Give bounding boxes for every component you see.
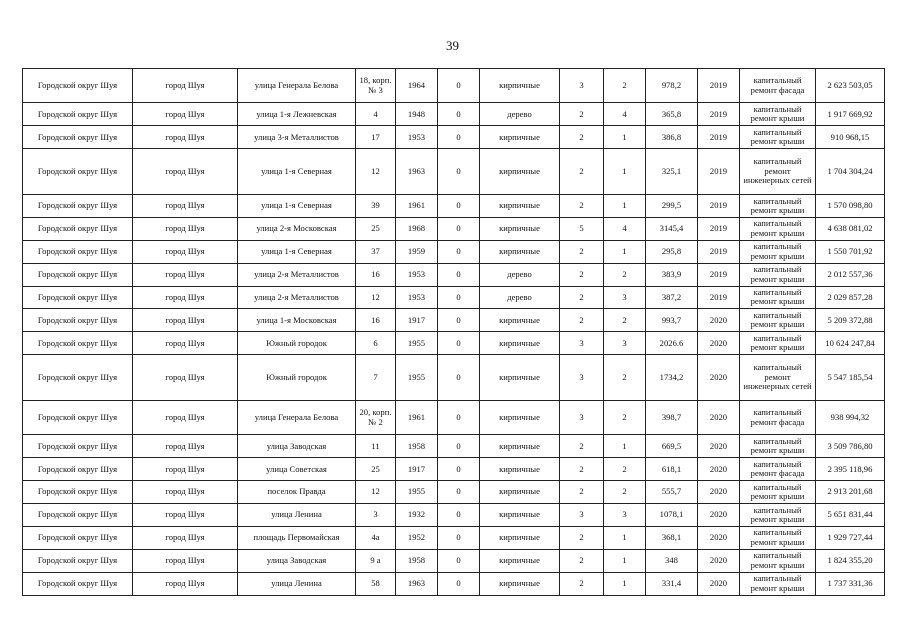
table-row [23,504,885,527]
table-row [23,549,885,572]
settlement-cell: город Шуя [133,458,238,481]
area-cell: 3145,4 [646,217,698,240]
street-cell: улица 2-я Московская [238,217,356,240]
wall-material-cell: кирпичные [480,217,560,240]
plan-year-cell: 2020 [698,504,740,527]
entrances-cell: 1 [604,126,646,149]
zero-cell: 0 [438,435,480,458]
build-year-cell: 1953 [396,126,438,149]
build-year-cell: 1963 [396,572,438,595]
build-year-cell: 1917 [396,458,438,481]
street-cell: поселок Правда [238,481,356,504]
cost-cell: 2 623 503,05 [816,69,885,103]
cost-cell: 1 570 098,80 [816,194,885,217]
table-row [23,572,885,595]
cost-cell: 5 651 831,44 [816,504,885,527]
plan-year-cell: 2019 [698,149,740,195]
build-year-cell: 1955 [396,355,438,401]
area-cell: 365,8 [646,103,698,126]
entrances-cell: 2 [604,309,646,332]
zero-cell: 0 [438,549,480,572]
settlement-cell: город Шуя [133,401,238,435]
municipality-cell: Городской округ Шуя [23,481,133,504]
house-number-cell: 37 [356,240,396,263]
wall-material-cell: кирпичные [480,194,560,217]
cost-cell: 2 012 557,36 [816,263,885,286]
street-cell: улица Заводская [238,435,356,458]
cost-cell: 2 913 201,68 [816,481,885,504]
entrances-cell: 4 [604,217,646,240]
floors-cell: 3 [560,69,604,103]
zero-cell: 0 [438,240,480,263]
street-cell: улица Заводская [238,549,356,572]
work-type-cell: капитальный ремонт крыши [740,504,816,527]
table-row [23,286,885,309]
work-type-cell: капитальный ремонт крыши [740,103,816,126]
settlement-cell: город Шуя [133,217,238,240]
entrances-cell: 3 [604,286,646,309]
wall-material-cell: кирпичные [480,549,560,572]
street-cell: улица 1-я Северная [238,240,356,263]
municipality-cell: Городской округ Шуя [23,549,133,572]
area-cell: 295,8 [646,240,698,263]
house-number-cell: 4а [356,526,396,549]
plan-year-cell: 2019 [698,194,740,217]
zero-cell: 0 [438,572,480,595]
zero-cell: 0 [438,263,480,286]
zero-cell: 0 [438,481,480,504]
municipality-cell: Городской округ Шуя [23,526,133,549]
cost-cell: 1 704 304,24 [816,149,885,195]
plan-year-cell: 2020 [698,549,740,572]
cost-cell: 910 968,15 [816,126,885,149]
municipality-cell: Городской округ Шуя [23,572,133,595]
plan-year-cell: 2019 [698,69,740,103]
municipality-cell: Городской округ Шуя [23,458,133,481]
housing-repair-table [22,68,885,596]
wall-material-cell: кирпичные [480,69,560,103]
wall-material-cell: кирпичные [480,526,560,549]
floors-cell: 3 [560,401,604,435]
street-cell: улица Генерала Белова [238,401,356,435]
house-number-cell: 9 а [356,549,396,572]
floors-cell: 2 [560,263,604,286]
entrances-cell: 2 [604,458,646,481]
area-cell: 1078,1 [646,504,698,527]
work-type-cell: капитальный ремонт инженерных сетей [740,149,816,195]
work-type-cell: капитальный ремонт крыши [740,332,816,355]
settlement-cell: город Шуя [133,263,238,286]
work-type-cell: капитальный ремонт фасада [740,458,816,481]
house-number-cell: 25 [356,217,396,240]
area-cell: 978,2 [646,69,698,103]
build-year-cell: 1953 [396,286,438,309]
municipality-cell: Городской округ Шуя [23,263,133,286]
area-cell: 325,1 [646,149,698,195]
house-number-cell: 4 [356,103,396,126]
entrances-cell: 2 [604,263,646,286]
municipality-cell: Городской округ Шуя [23,240,133,263]
street-cell: Южный городок [238,332,356,355]
settlement-cell: город Шуя [133,549,238,572]
municipality-cell: Городской округ Шуя [23,504,133,527]
work-type-cell: капитальный ремонт крыши [740,286,816,309]
municipality-cell: Городской округ Шуя [23,401,133,435]
plan-year-cell: 2020 [698,435,740,458]
street-cell: Южный городок [238,355,356,401]
plan-year-cell: 2020 [698,401,740,435]
entrances-cell: 3 [604,332,646,355]
wall-material-cell: кирпичные [480,126,560,149]
entrances-cell: 2 [604,481,646,504]
floors-cell: 2 [560,549,604,572]
build-year-cell: 1961 [396,401,438,435]
work-type-cell: капитальный ремонт крыши [740,572,816,595]
floors-cell: 5 [560,217,604,240]
floors-cell: 2 [560,481,604,504]
house-number-cell: 25 [356,458,396,481]
plan-year-cell: 2019 [698,263,740,286]
floors-cell: 2 [560,526,604,549]
build-year-cell: 1968 [396,217,438,240]
municipality-cell: Городской округ Шуя [23,355,133,401]
area-cell: 387,2 [646,286,698,309]
street-cell: улица 3-я Металлистов [238,126,356,149]
build-year-cell: 1948 [396,103,438,126]
street-cell: улица Ленина [238,504,356,527]
wall-material-cell: дерево [480,263,560,286]
entrances-cell: 2 [604,355,646,401]
wall-material-cell: кирпичные [480,332,560,355]
wall-material-cell: кирпичные [480,309,560,332]
table-row [23,194,885,217]
table-body [23,69,885,596]
floors-cell: 3 [560,332,604,355]
wall-material-cell: кирпичные [480,435,560,458]
entrances-cell: 4 [604,103,646,126]
cost-cell: 5 209 372,88 [816,309,885,332]
floors-cell: 2 [560,149,604,195]
work-type-cell: капитальный ремонт крыши [740,194,816,217]
area-cell: 299,5 [646,194,698,217]
area-cell: 993,7 [646,309,698,332]
work-type-cell: капитальный ремонт крыши [740,217,816,240]
build-year-cell: 1952 [396,526,438,549]
street-cell: улица 2-я Металлистов [238,286,356,309]
zero-cell: 0 [438,217,480,240]
settlement-cell: город Шуя [133,69,238,103]
zero-cell: 0 [438,458,480,481]
zero-cell: 0 [438,149,480,195]
entrances-cell: 1 [604,194,646,217]
table-row [23,355,885,401]
house-number-cell: 16 [356,263,396,286]
floors-cell: 3 [560,355,604,401]
municipality-cell: Городской округ Шуя [23,69,133,103]
build-year-cell: 1959 [396,240,438,263]
plan-year-cell: 2019 [698,126,740,149]
plan-year-cell: 2020 [698,481,740,504]
plan-year-cell: 2019 [698,217,740,240]
wall-material-cell: кирпичные [480,504,560,527]
build-year-cell: 1964 [396,69,438,103]
table-row [23,526,885,549]
entrances-cell: 1 [604,549,646,572]
entrances-cell: 1 [604,572,646,595]
floors-cell: 2 [560,286,604,309]
build-year-cell: 1953 [396,263,438,286]
plan-year-cell: 2020 [698,355,740,401]
wall-material-cell: дерево [480,103,560,126]
floors-cell: 2 [560,458,604,481]
wall-material-cell: кирпичные [480,355,560,401]
settlement-cell: город Шуя [133,481,238,504]
plan-year-cell: 2020 [698,332,740,355]
plan-year-cell: 2019 [698,286,740,309]
cost-cell: 1 824 355,20 [816,549,885,572]
municipality-cell: Городской округ Шуя [23,217,133,240]
street-cell: улица 1-я Северная [238,149,356,195]
house-number-cell: 6 [356,332,396,355]
street-cell: площадь Первомайская [238,526,356,549]
cost-cell: 4 638 081,02 [816,217,885,240]
cost-cell: 3 509 786,80 [816,435,885,458]
floors-cell: 2 [560,126,604,149]
table-row [23,458,885,481]
cost-cell: 10 624 247,84 [816,332,885,355]
plan-year-cell: 2020 [698,526,740,549]
cost-cell: 2 029 857,28 [816,286,885,309]
table-row [23,401,885,435]
build-year-cell: 1963 [396,149,438,195]
build-year-cell: 1955 [396,481,438,504]
entrances-cell: 2 [604,69,646,103]
wall-material-cell: кирпичные [480,481,560,504]
table-row [23,149,885,195]
floors-cell: 2 [560,194,604,217]
table-row [23,332,885,355]
cost-cell: 1 550 701,92 [816,240,885,263]
entrances-cell: 1 [604,435,646,458]
table-row [23,103,885,126]
entrances-cell: 1 [604,526,646,549]
area-cell: 368,1 [646,526,698,549]
municipality-cell: Городской округ Шуя [23,435,133,458]
work-type-cell: капитальный ремонт крыши [740,435,816,458]
house-number-cell: 39 [356,194,396,217]
house-number-cell: 11 [356,435,396,458]
table-row [23,309,885,332]
zero-cell: 0 [438,401,480,435]
build-year-cell: 1961 [396,194,438,217]
zero-cell: 0 [438,194,480,217]
area-cell: 2026.6 [646,332,698,355]
settlement-cell: город Шуя [133,355,238,401]
work-type-cell: капитальный ремонт инженерных сетей [740,355,816,401]
floors-cell: 2 [560,240,604,263]
work-type-cell: капитальный ремонт крыши [740,481,816,504]
entrances-cell: 2 [604,401,646,435]
municipality-cell: Городской округ Шуя [23,149,133,195]
area-cell: 386,8 [646,126,698,149]
municipality-cell: Городской округ Шуя [23,126,133,149]
plan-year-cell: 2020 [698,458,740,481]
house-number-cell: 20, корп. № 2 [356,401,396,435]
build-year-cell: 1958 [396,549,438,572]
municipality-cell: Городской округ Шуя [23,103,133,126]
entrances-cell: 3 [604,504,646,527]
zero-cell: 0 [438,332,480,355]
settlement-cell: город Шуя [133,526,238,549]
zero-cell: 0 [438,69,480,103]
cost-cell: 1 917 669,92 [816,103,885,126]
plan-year-cell: 2020 [698,572,740,595]
work-type-cell: капитальный ремонт крыши [740,263,816,286]
street-cell: улица Генерала Белова [238,69,356,103]
table-row [23,263,885,286]
house-number-cell: 58 [356,572,396,595]
zero-cell: 0 [438,526,480,549]
zero-cell: 0 [438,355,480,401]
cost-cell: 1 929 727,44 [816,526,885,549]
plan-year-cell: 2020 [698,309,740,332]
table-row [23,69,885,103]
settlement-cell: город Шуя [133,332,238,355]
table-row [23,481,885,504]
street-cell: улица 2-я Металлистов [238,263,356,286]
build-year-cell: 1932 [396,504,438,527]
wall-material-cell: кирпичные [480,149,560,195]
area-cell: 618,1 [646,458,698,481]
house-number-cell: 18, корп. № 3 [356,69,396,103]
street-cell: улица 1-я Московская [238,309,356,332]
work-type-cell: капитальный ремонт крыши [740,526,816,549]
street-cell: улица 1-я Лежневская [238,103,356,126]
house-number-cell: 12 [356,481,396,504]
cost-cell: 938 994,32 [816,401,885,435]
floors-cell: 2 [560,572,604,595]
work-type-cell: капитальный ремонт крыши [740,309,816,332]
zero-cell: 0 [438,504,480,527]
work-type-cell: капитальный ремонт крыши [740,240,816,263]
plan-year-cell: 2019 [698,240,740,263]
settlement-cell: город Шуя [133,572,238,595]
settlement-cell: город Шуя [133,194,238,217]
cost-cell: 5 547 185,54 [816,355,885,401]
settlement-cell: город Шуя [133,240,238,263]
house-number-cell: 7 [356,355,396,401]
floors-cell: 2 [560,103,604,126]
table-row [23,435,885,458]
wall-material-cell: кирпичные [480,401,560,435]
settlement-cell: город Шуя [133,309,238,332]
wall-material-cell: кирпичные [480,572,560,595]
house-number-cell: 3 [356,504,396,527]
area-cell: 383,9 [646,263,698,286]
zero-cell: 0 [438,103,480,126]
build-year-cell: 1955 [396,332,438,355]
wall-material-cell: кирпичные [480,240,560,263]
settlement-cell: город Шуя [133,149,238,195]
street-cell: улица Советская [238,458,356,481]
area-cell: 398,7 [646,401,698,435]
table-row [23,217,885,240]
work-type-cell: капитальный ремонт крыши [740,549,816,572]
wall-material-cell: дерево [480,286,560,309]
zero-cell: 0 [438,126,480,149]
floors-cell: 3 [560,504,604,527]
plan-year-cell: 2019 [698,103,740,126]
settlement-cell: город Шуя [133,103,238,126]
area-cell: 1734,2 [646,355,698,401]
municipality-cell: Городской округ Шуя [23,194,133,217]
street-cell: улица 1-я Северная [238,194,356,217]
area-cell: 348 [646,549,698,572]
house-number-cell: 12 [356,286,396,309]
house-number-cell: 16 [356,309,396,332]
build-year-cell: 1958 [396,435,438,458]
work-type-cell: капитальный ремонт фасада [740,69,816,103]
floors-cell: 2 [560,309,604,332]
municipality-cell: Городской округ Шуя [23,309,133,332]
municipality-cell: Городской округ Шуя [23,286,133,309]
settlement-cell: город Шуя [133,126,238,149]
entrances-cell: 1 [604,149,646,195]
table-row [23,240,885,263]
zero-cell: 0 [438,286,480,309]
municipality-cell: Городской округ Шуя [23,332,133,355]
work-type-cell: капитальный ремонт крыши [740,126,816,149]
area-cell: 669,5 [646,435,698,458]
settlement-cell: город Шуя [133,504,238,527]
zero-cell: 0 [438,309,480,332]
floors-cell: 2 [560,435,604,458]
settlement-cell: город Шуя [133,435,238,458]
table-row [23,126,885,149]
cost-cell: 2 395 118,96 [816,458,885,481]
page-number: 39 [446,38,459,53]
area-cell: 331,4 [646,572,698,595]
cost-cell: 1 737 331,36 [816,572,885,595]
street-cell: улица Ленина [238,572,356,595]
settlement-cell: город Шуя [133,286,238,309]
house-number-cell: 12 [356,149,396,195]
build-year-cell: 1917 [396,309,438,332]
work-type-cell: капитальный ремонт фасада [740,401,816,435]
house-number-cell: 17 [356,126,396,149]
wall-material-cell: кирпичные [480,458,560,481]
entrances-cell: 1 [604,240,646,263]
area-cell: 555,7 [646,481,698,504]
